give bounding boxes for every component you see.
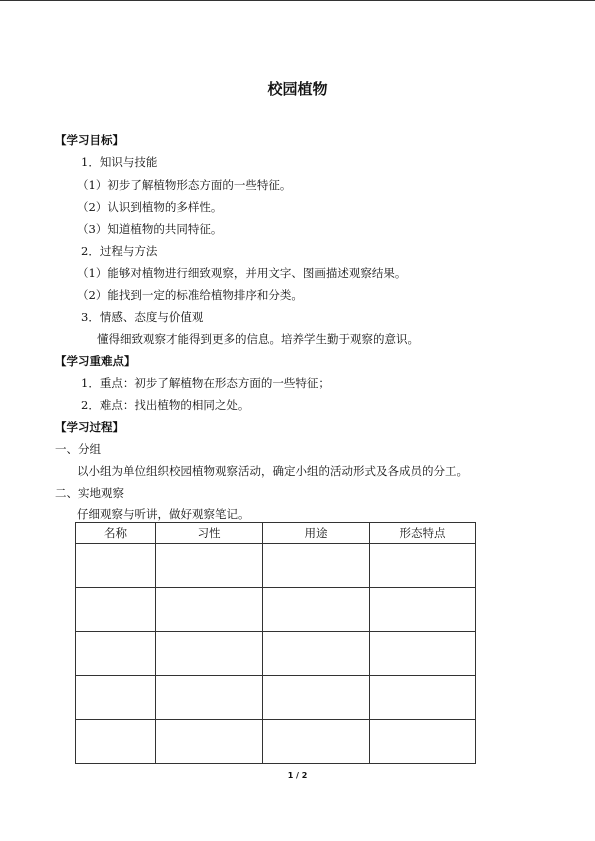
- header-habit: 习性: [156, 523, 263, 544]
- goal-1: 1．知识与技能: [81, 155, 158, 169]
- observation-table: [75, 522, 476, 764]
- table-cell: [263, 632, 370, 676]
- table-cell: [370, 544, 476, 588]
- table-cell: [263, 720, 370, 764]
- table-cell: [370, 676, 476, 720]
- step-2-heading: 二、实地观察: [55, 486, 124, 500]
- table-row: [76, 676, 476, 720]
- table-cell: [76, 632, 156, 676]
- table-cell: [156, 632, 263, 676]
- header-use: 用途: [263, 523, 370, 544]
- goal-3: 3．情感、态度与价值观: [81, 310, 204, 324]
- process-heading: 【学习过程】: [55, 420, 124, 434]
- table-cell: [156, 676, 263, 720]
- table-cell: [263, 588, 370, 632]
- goal-2: 2．过程与方法: [81, 244, 158, 258]
- table-cell: [156, 588, 263, 632]
- table-cell: [156, 720, 263, 764]
- key-point-2: 2．难点：找出植物的相同之处。: [81, 398, 250, 412]
- table-cell: [263, 544, 370, 588]
- table-row: [76, 632, 476, 676]
- header-name: 名称: [76, 523, 156, 544]
- goal-2-b: （2）能找到一定的标准给植物排序和分类。: [77, 288, 303, 302]
- table-header-row: [76, 523, 476, 544]
- key-points-heading: 【学习重难点】: [55, 354, 136, 368]
- key-point-1: 1．重点：初步了解植物在形态方面的一些特征；: [81, 376, 330, 390]
- table-cell: [76, 676, 156, 720]
- step-1-heading: 一、分组: [55, 442, 101, 456]
- table-cell: [76, 544, 156, 588]
- goal-1-a: （1）初步了解植物形态方面的一些特征。: [77, 178, 292, 192]
- table-row: [76, 544, 476, 588]
- page-number: 1 / 2: [287, 771, 308, 780]
- goal-3-a: 懂得细致观察才能得到更多的信息。培养学生勤于观察的意识。: [97, 332, 419, 346]
- goals-heading: 【学习目标】: [55, 133, 124, 147]
- page-title: 校园植物: [267, 80, 328, 98]
- step-1-text: 以小组为单位组织校园植物观察活动，确定小组的活动形式及各成员的分工。: [77, 464, 468, 478]
- table-cell: [370, 632, 476, 676]
- table-cell: [156, 544, 263, 588]
- top-border-line: [0, 0, 595, 1]
- table-cell: [263, 676, 370, 720]
- goal-1-c: （3）知道植物的共同特征。: [77, 222, 223, 236]
- table-cell: [370, 720, 476, 764]
- goal-2-a: （1）能够对植物进行细致观察，并用文字、图画描述观察结果。: [77, 266, 407, 280]
- header-form-features: 形态特点: [370, 523, 476, 544]
- step-2-text: 仔细观察与听讲，做好观察笔记。: [77, 507, 250, 521]
- table-cell: [76, 720, 156, 764]
- table-row: [76, 588, 476, 632]
- table-row: [76, 720, 476, 764]
- table-cell: [76, 588, 156, 632]
- goal-1-b: （2）认识到植物的多样性。: [77, 200, 223, 214]
- table-cell: [370, 588, 476, 632]
